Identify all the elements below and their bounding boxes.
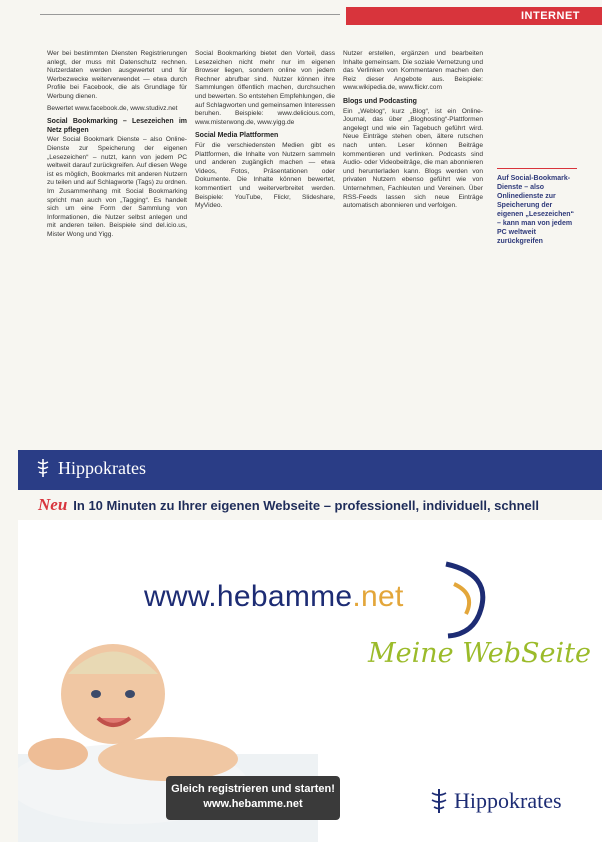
paragraph: Bewertet www.facebook.de, www.studivz.net [47, 104, 178, 112]
paragraph: Wer Social Bookmark Dienste – also Online-Dienste zur Speicherung der eigenen „Lesezeichen“ – nutzt, kann von jedem PC weltweit darauf zurückgreifen. Auf diesen Wege ist es möglich, Bookmarks mit anderen Nutzern zu teilen und auf Schlagworte (Tags) zu ordnen. Im Zusammenhang mit Social Bookmarking spricht man auch von „Tagging“. Es handelt sich um eine Form der Sammlung von Informationen, die Nutzer selbst anlegen und mit anderen teilen. Beispiele sind del.icio.us, Mister Wong und Yigg. [47, 136, 187, 238]
staff-icon [34, 458, 52, 478]
article-column-1 [47, 50, 187, 242]
article-column-2 [195, 50, 335, 214]
top-rule [40, 14, 340, 15]
new-label: Neu [38, 495, 68, 514]
article-column-3 [343, 50, 483, 214]
paragraph: Nutzer erstellen, ergänzen und bearbeiten Inhalte gemeinsam. Die soziale Vernetzung und das Verlinken von Kommentaren machen den Reiz dieser Angebote aus. Beispiele: www.wikipedia.de, www.flickr.com [343, 50, 483, 92]
register-button[interactable] [166, 776, 340, 820]
brand-name: Hippokrates [58, 457, 146, 478]
ad-headline [38, 495, 598, 515]
section-heading: Social Bookmarking – Lesezeichen im Netz pflegen [47, 118, 187, 134]
sidebar-callout: Auf Social-Bookmark-Dienste – also Onlinedienste zur Speicherung der eigenen „Lesezeichen“ – kann man von jedem PC weltweit zurückgreifen [497, 168, 577, 246]
ad-tagline: Meine WebSeite [368, 638, 591, 669]
swirl-logo-icon [436, 554, 496, 644]
section-heading: Blogs und Podcasting [343, 97, 417, 105]
ad-slogan: In 10 Minuten zu Ihrer eigenen Webseite – professionell, individuell, schnell [73, 497, 539, 513]
hippokrates-footer-logo [428, 788, 562, 814]
brand-name: Hippokrates [454, 788, 562, 813]
paragraph: Für die verschiedensten Medien gibt es Plattformen, die Inhalte von Nutzern sammeln und anderen zugänglich machen — etwa Videos, Fotos, Präsentationen oder Dokumente. Die Inhalte können bewertet, kommentiert und weiterverbreitet werden. Beispiele: YouTube, Flickr, Slideshare, MyVideo. [195, 141, 335, 210]
staff-icon [428, 788, 450, 814]
ad-url[interactable]: www.hebamme.net [144, 580, 404, 613]
cta-url: www.hebamme.net [203, 798, 303, 810]
advertisement [18, 520, 602, 842]
paragraph: Ein „Weblog“, kurz „Blog“, ist ein Online-Journal, das über „Bloghosting“-Plattformen angelegt und wie ein Tagebuch geführt wird. Neue Einträge stehen oben, ältere rutschen nach unten. Leser können Beiträge kommentieren und verlinken. Podcasts sind Audio- oder Videobeiträge, die man abonnieren und herunterladen kann. Blogs werden von privaten Nutzern ebenso geführt wie von Unternehmen, Fachleuten und Vereinen. Über RSS-Feeds lassen sich neue Einträge automatisch abonnieren und verfolgen. [343, 107, 483, 210]
paragraph: Wer bei bestimmten Diensten Registrierungen anlegt, der muss mit Datenschutz rechnen. Nutzerdaten werden ausgewertet und für Werbezwecke weiterverwendet — etwa durch Profile bei Facebook, die als Grundlage für Werbung dienen. [47, 50, 187, 100]
hippokrates-logo [34, 457, 146, 479]
section-heading: Social Media Plattformen [195, 132, 279, 140]
cta-text: Gleich registrieren und starten! [171, 783, 335, 795]
paragraph: Social Bookmarking bietet den Vorteil, dass Lesezeichen nicht mehr nur im eigenen Browser liegen, sondern online von jedem Rechner abrufbar sind. Nutzer können ihre Sammlungen öffentlich machen, durchsuchen und bewerten. So entstehen Empfehlungen, die auf Schlagworten und gemeinsamen Interessen beruhen. Beispiele: www.delicious.com, www.misterwong.de, www.yigg.de [195, 50, 335, 126]
section-tab: INTERNET [346, 7, 602, 25]
